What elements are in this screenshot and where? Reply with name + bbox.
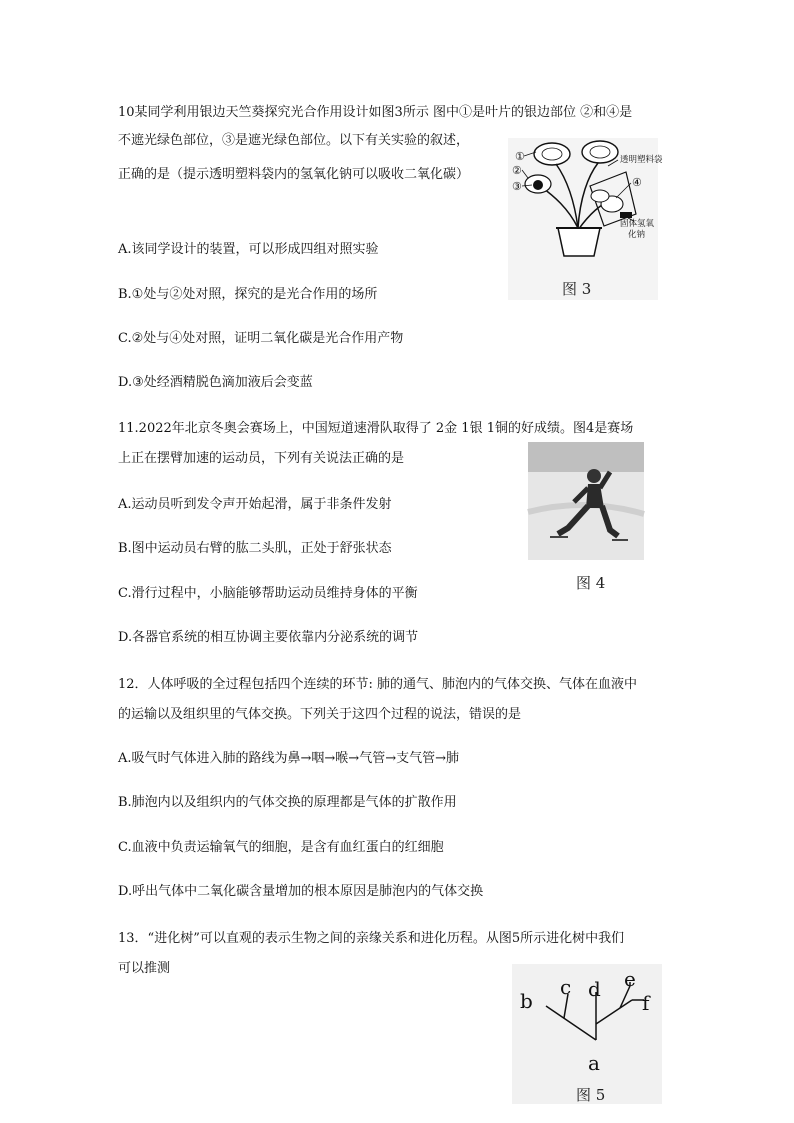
q10-option-d: D.③处经酒精脱色滴加液后会变蓝 (118, 375, 313, 390)
q12-stem-line1: 12．人体呼吸的全过程包括四个连续的环节: 肺的通气、肺泡内的气体交换、气体在血液中 (118, 677, 638, 692)
q11-stem-line2: 上正在摆臂加速的运动员，下列有关说法正确的是 (118, 451, 405, 466)
q10-stem-line1: 10某同学利用银边天竺葵探究光合作用设计如图3所示 图中①是叶片的银边部位 ②和④是 (118, 105, 633, 120)
node-f: f (642, 991, 650, 1015)
q11-option-b: B.图中运动员右臂的肱二头肌，正处于舒张状态 (118, 541, 392, 556)
q13-stem-line1: 13．“进化树”可以直观的表示生物之间的亲缘关系和进化历程。从图5所示进化树中我们 (118, 931, 625, 946)
q13-stem-line2: 可以推测 (118, 961, 171, 976)
node-e: e (624, 967, 636, 991)
figure-5-caption: 图 5 (576, 1086, 606, 1104)
q11-stem-line1: 11.2022年北京冬奥会赛场上，中国短道速滑队取得了 2金 1银 1铜的好成绩。图4是赛场 (118, 421, 634, 436)
plant-diagram-svg (508, 138, 663, 300)
node-b: b (520, 989, 533, 1013)
q12-option-b: B.肺泡内以及组织内的气体交换的原理都是气体的扩散作用 (118, 795, 457, 810)
q12-option-a: A.吸气时气体进入肺的路线为鼻→咽→喉→气管→支气管→肺 (118, 751, 459, 766)
node-d: d (588, 977, 601, 1001)
q10-stem-line3: 正确的是（提示透明塑料袋内的氢氧化钠可以吸收二氧化碳） (118, 167, 470, 182)
q11-option-c: C.滑行过程中，小脑能够帮助运动员维持身体的平衡 (118, 586, 418, 601)
marker-4: ④ (632, 176, 642, 189)
figure-5-evolution-tree (512, 964, 662, 1104)
node-c: c (560, 975, 572, 999)
figure-4-skater-photo (528, 442, 644, 560)
q10-stem-line2: 不遮光绿色部位，③是遮光绿色部位。以下有关实验的叙述， (118, 133, 470, 148)
node-a: a (588, 1051, 600, 1075)
marker-1: ① (515, 150, 525, 163)
q10-option-a: A.该同学设计的装置，可以形成四组对照实验 (118, 242, 379, 257)
evolution-tree-svg (512, 964, 662, 1104)
figure-3-caption: 图 3 (562, 280, 592, 298)
q11-option-a: A.运动员听到发令声开始起滑，属于非条件发射 (118, 497, 392, 512)
label-naoh-line2: 化钠 (628, 230, 646, 240)
q10-option-c: C.②处与④处对照，证明二氧化碳是光合作用产物 (118, 331, 404, 346)
marker-3: ③ (512, 180, 522, 193)
q10-option-b: B.①处与②处对照，探究的是光合作用的场所 (118, 287, 378, 302)
marker-2: ② (512, 164, 522, 177)
q12-option-c: C.血液中负责运输氧气的细胞，是含有血红蛋白的红细胞 (118, 840, 444, 855)
figure-3-plant-experiment (508, 138, 663, 300)
label-plastic-bag: 透明塑料袋 (620, 155, 663, 165)
q12-option-d: D.呼出气体中二氧化碳含量增加的根本原因是肺泡内的气体交换 (118, 884, 484, 899)
label-naoh-line1: 固体氢氧 (620, 219, 655, 229)
skater-photo-svg (528, 442, 644, 560)
q11-option-d: D.各器官系统的相互协调主要依靠内分泌系统的调节 (118, 630, 419, 645)
q12-stem-line2: 的运输以及组织里的气体交换。下列关于这四个过程的说法，错误的是 (118, 707, 522, 722)
figure-4-caption: 图 4 (576, 574, 606, 592)
